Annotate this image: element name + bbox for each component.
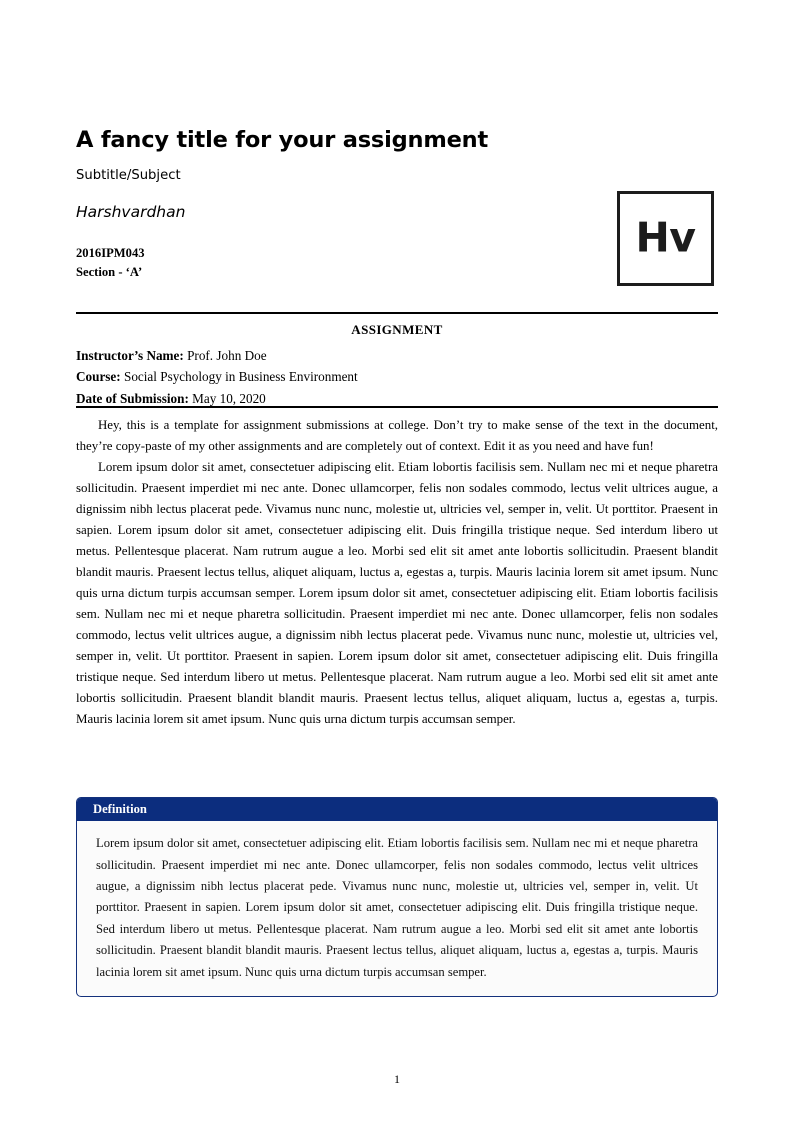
meta-label-instructor: Instructor’s Name: [76, 348, 184, 363]
assignment-meta [76, 345, 718, 409]
page-number: 1 [394, 1072, 400, 1086]
page-title: A fancy title for your assignment [76, 127, 489, 153]
meta-value-date: May 10, 2020 [192, 390, 266, 406]
meta-value-instructor: Prof. John Doe [187, 348, 267, 363]
meta-value-course: Social Psychology in Business Environment [123, 369, 358, 385]
body-paragraph-2: Lorem ipsum dolor sit amet, consectetuer adipiscing elit. Etiam lobortis facilisis sem. Nullam nec mi et neque pharetra sollicitudin. Praesent imperdiet mi nec ante. Donec ullamcorper, felis non sodales commodo, lectus velit ultrices augue, a dignissim nibh lectus placerat pede. Vivamus nunc nunc, molestie ut, ultricies vel, semper in, velit. Ut porttitor. Praesent in sapien. Lorem ipsum dolor sit amet, consectetuer adipiscing elit. Duis fringilla tristique neque. Sed interdum libero ut metus. Pellentesque placerat. Nam rutrum augue a leo. Morbi sed elit sit amet ante lobortis sollicitudin. Praesent blandit blandit mauris. Praesent lectus tellus, aliquet aliquam, luctus a, egestas a, turpis. Mauris lacinia lorem sit amet ipsum. Nunc quis urna dictum turpis accumsan semper. Lorem ipsum dolor sit amet, consectetuer adipiscing elit. Etiam lobortis facilisis sem. Nullam nec mi et neque pharetra sollicitudin. Praesent imperdiet mi nec ante. Donec ullamcorper, felis non sodales commodo, lectus velit ultrices augue, a dignissim nibh lectus placerat pede. Vivamus nunc nunc, molestie ut, ultricies vel, semper in, velit. Ut porttitor. Praesent in sapien. Lorem ipsum dolor sit amet, consectetuer adipiscing elit. Duis fringilla tristique neque. Sed interdum libero ut metus. Pellentesque placerat. Nam rutrum augue a leo. Morbi sed elit sit amet ante lobortis sollicitudin. Praesent blandit blandit mauris. Praesent lectus tellus, aliquet aliquam, luctus a, egestas a, turpis. Mauris lacinia lorem sit amet ipsum. Nunc quis urna dictum turpis accumsan semper. [76, 460, 718, 727]
title-block [76, 128, 596, 283]
meta-label-date: Date of Submission: [76, 390, 189, 406]
definition-box-body [77, 821, 717, 996]
author-name: Harshvardhan [76, 202, 186, 221]
body-text [76, 415, 718, 730]
roll-number: 2016IPM043 [76, 245, 145, 260]
definition-box [76, 797, 718, 997]
definition-box-title: Definition [77, 798, 717, 821]
definition-box-paragraph: Lorem ipsum dolor sit amet, consectetuer adipiscing elit. Etiam lobortis facilisis sem. Nullam nec mi et neque pharetra sollicitudin. Praesent imperdiet mi nec ante. Donec ullamcorper, felis non sodales commodo, lectus velit ultrices augue, a dignissim nibh lectus placerat pede. Vivamus nunc nunc, molestie ut, ultricies vel, semper in, velit. Ut porttitor. Praesent in sapien. Lorem ipsum dolor sit amet, consectetuer adipiscing elit. Duis fringilla tristique neque. Sed interdum libero ut metus. Pellentesque placerat. Nam rutrum augue a leo. Morbi sed elit sit amet ante lobortis sollicitudin. Praesent blandit blandit mauris. Praesent lectus tellus, aliquet aliquam, luctus a, egestas a, turpis. Mauris lacinia lorem sit amet ipsum. Nunc quis urna dictum turpis accumsan semper. [96, 836, 698, 979]
logo-box [617, 191, 714, 286]
meta-row-date [76, 388, 718, 409]
meta-row-instructor [76, 345, 718, 366]
header-rule-top [76, 312, 718, 314]
meta-label-course: Course: [76, 369, 121, 385]
section-label: Section - ‘A’ [76, 265, 143, 280]
meta-row-course [76, 366, 718, 387]
document-subtitle: Subtitle/Subject [76, 167, 181, 183]
logo-initials: Hv [635, 213, 696, 262]
body-paragraph-1: Hey, this is a template for assignment submissions at college. Don’t try to make sense of the text in the document, they’re copy-paste of my other assignments and are completely out of context. Edit it as you need and have fun! [76, 418, 718, 454]
assignment-heading: ASSIGNMENT [351, 322, 443, 337]
